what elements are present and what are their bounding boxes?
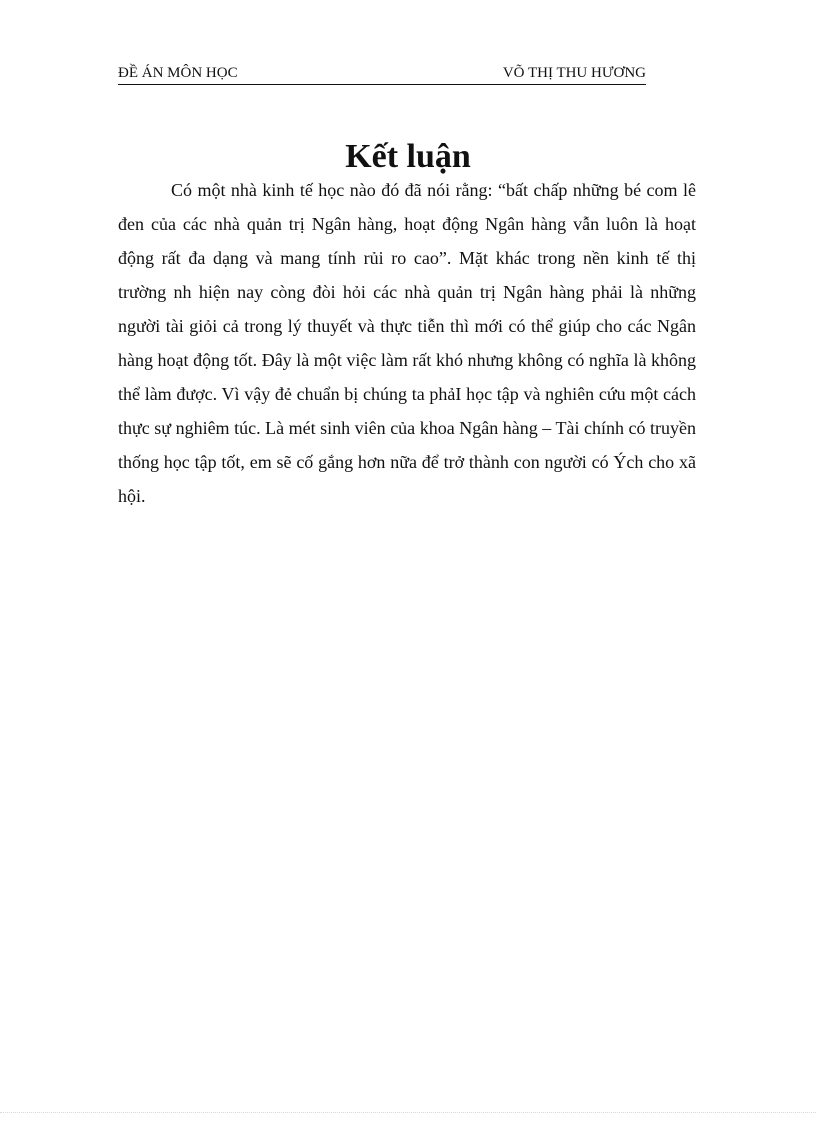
- header-course-title: ĐỀ ÁN MÔN HỌC: [118, 65, 238, 81]
- page-bottom-divider: [0, 1112, 816, 1113]
- header-author-name: VÕ THỊ THU HƯƠNG: [502, 65, 646, 81]
- conclusion-paragraph: Có một nhà kinh tế học nào đó đã nói rằng: “bất chấp những bé com lê đen của các nhà quản trị Ngân hàng, hoạt động Ngân hàng vẫn luôn là hoạt động rất đa dạng và mang tính rủi ro cao”. Mặt khác trong nền kinh tế thị trường nh hiện nay còng đòi hỏi các nhà quản trị Ngân hàng phải là những người tài giỏi cả trong lý thuyết và thực tiễn thì mới có thể giúp cho các Ngân hàng hoạt động tốt. Đây là một việc làm rất khó nhưng không có nghĩa là không thể làm được. Vì vậy đẻ chuẩn bị chúng ta phảI học tập và nghiên cứu một cách thực sự nghiêm túc. Là mét sinh viên của khoa Ngân hàng – Tài chính có truyền thống học tập tốt, em sẽ cố gắng hơn nữa để trở thành con người có Ých cho xã hội.: [118, 180, 696, 506]
- running-header: [118, 64, 646, 85]
- page-title: Kết luận: [345, 137, 471, 175]
